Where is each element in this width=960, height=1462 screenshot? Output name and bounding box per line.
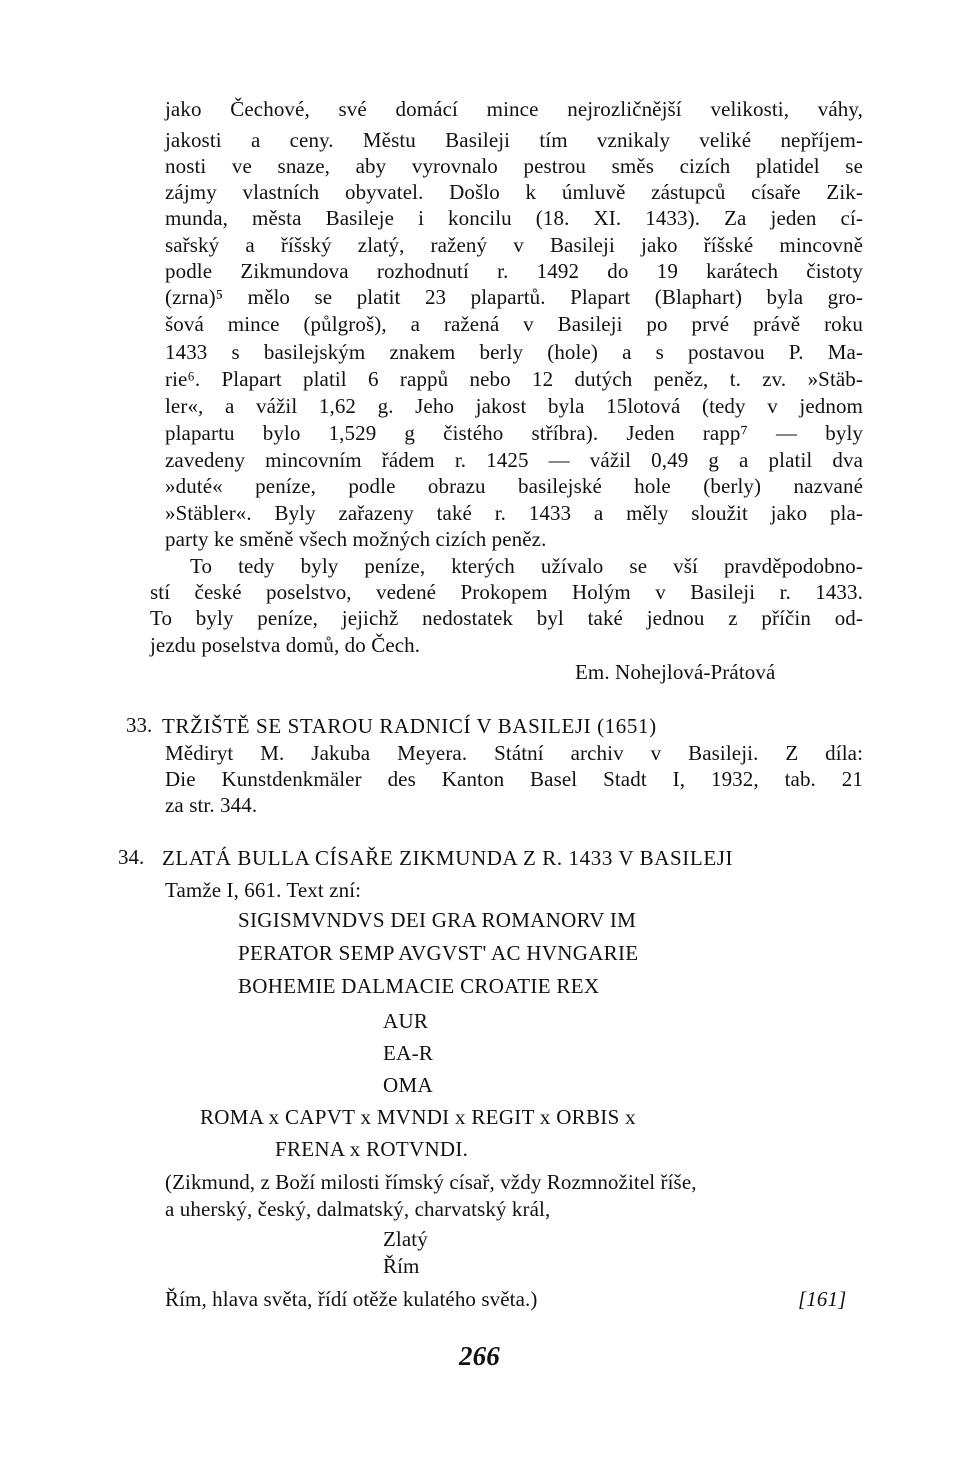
text-line: To byly peníze, jejichž nedostatek byl také jednou z příčin od-	[150, 606, 863, 630]
text-line: Mědiryt M. Jakuba Meyera. Státní archiv v Basileji. Z díla:	[165, 741, 863, 765]
text-line: zavedeny mincovním řádem r. 1425 — vážil 0,49 g a platil dva	[165, 448, 863, 472]
text-line: »Stäbler«. Byly zařazeny také r. 1433 a měly sloužit jako pla-	[165, 501, 863, 525]
text-line: Die Kunstdenkmäler des Kanton Basel Stadt I, 1932, tab. 21	[165, 767, 863, 791]
text-line: za str. 344.	[165, 793, 258, 817]
inscription-line: BOHEMIE DALMACIE CROATIE REX	[238, 974, 600, 998]
item-title: TRŽIŠTĚ SE STAROU RADNICÍ V BASILEJI (1651)	[162, 714, 657, 738]
text-line: To tedy byly peníze, kterých užívalo se vší pravděpodobno-	[190, 554, 863, 578]
inscription-line: ROMA x CAPVT x MVNDI x REGIT x ORBIS x	[200, 1105, 636, 1129]
translation-line: a uherský, český, dalmatský, charvatský král,	[165, 1197, 551, 1221]
text-line: (zrna)⁵ mělo se platit 23 plapartů. Plapart (Blaphart) byla gro-	[165, 285, 863, 309]
inscription-line: SIGISMVNDVS DEI GRA ROMANORV IM	[238, 908, 637, 932]
translation-line: Zlatý	[383, 1227, 428, 1251]
translation-line: Řím, hlava světa, řídí otěže kulatého světa.)	[165, 1287, 538, 1311]
text-line: 1433 s basilejským znakem berly (hole) a s postavou P. Ma-	[165, 340, 863, 364]
text-line: zájmy vlastních obyvatel. Došlo k úmluvě zástupců císaře Zik-	[165, 180, 863, 204]
item-title: ZLATÁ BULLA CÍSAŘE ZIKMUNDA Z R. 1433 V BASILEJI	[162, 846, 734, 870]
translation-line: (Zikmund, z Boží milosti římský císař, vždy Rozmnožitel říše,	[165, 1170, 697, 1194]
text-line: stí české poselstvo, vedené Prokopem Holým v Basileji r. 1433.	[150, 580, 863, 604]
text-line: party ke směně všech možných cizích peněz.	[165, 527, 547, 551]
figure-reference: [161]	[798, 1287, 847, 1311]
text-line: munda, města Basileje i koncilu (18. XI. 1433). Za jeden cí-	[165, 206, 863, 230]
text-line: jakosti a ceny. Městu Basileji tím vznikaly veliké nepříjem-	[165, 128, 863, 152]
text-line: podle Zikmundova rozhodnutí r. 1492 do 19 karátech čistoty	[165, 259, 863, 283]
author-signature: Em. Nohejlová-Prátová	[575, 660, 776, 684]
item-number: 33.	[126, 713, 153, 737]
text-line: rie⁶. Plapart platil 6 rappů nebo 12 dutých peněz, t. zv. »Stäb-	[165, 367, 863, 391]
inscription-line: FRENA x ROTVNDI.	[275, 1137, 469, 1161]
item-number: 34.	[118, 845, 145, 869]
text-line: sařský a říšský zlatý, ražený v Basileji jako říšské mincovně	[165, 233, 863, 257]
text-line: nosti ve snaze, aby vyrovnalo pestrou směs cizích platidel se	[165, 154, 863, 178]
text-line: Tamže I, 661. Text zní:	[165, 878, 362, 902]
text-line: šová mince (půlgroš), a ražená v Basileji po prvé právě roku	[165, 312, 863, 336]
page-number: 266	[459, 1341, 500, 1371]
inscription-line: OMA	[383, 1073, 433, 1097]
text-line: jezdu poselstva domů, do Čech.	[150, 633, 421, 657]
inscription-line: AUR	[383, 1009, 429, 1033]
inscription-line: PERATOR SEMP AVGVST' AC HVNGARIE	[238, 941, 639, 965]
text-line: plapartu bylo 1,529 g čistého stříbra). Jeden rapp⁷ — byly	[165, 421, 863, 445]
text-line: ler«, a vážil 1,62 g. Jeho jakost byla 15lotová (tedy v jednom	[165, 394, 863, 418]
translation-line: Řím	[383, 1254, 420, 1278]
text-line: jako Čechové, své domácí mince nejrozličnější velikosti, váhy,	[165, 97, 863, 121]
text-line: »duté« peníze, podle obrazu basilejské hole (berly) nazvané	[165, 474, 863, 498]
inscription-line: EA-R	[383, 1041, 434, 1065]
